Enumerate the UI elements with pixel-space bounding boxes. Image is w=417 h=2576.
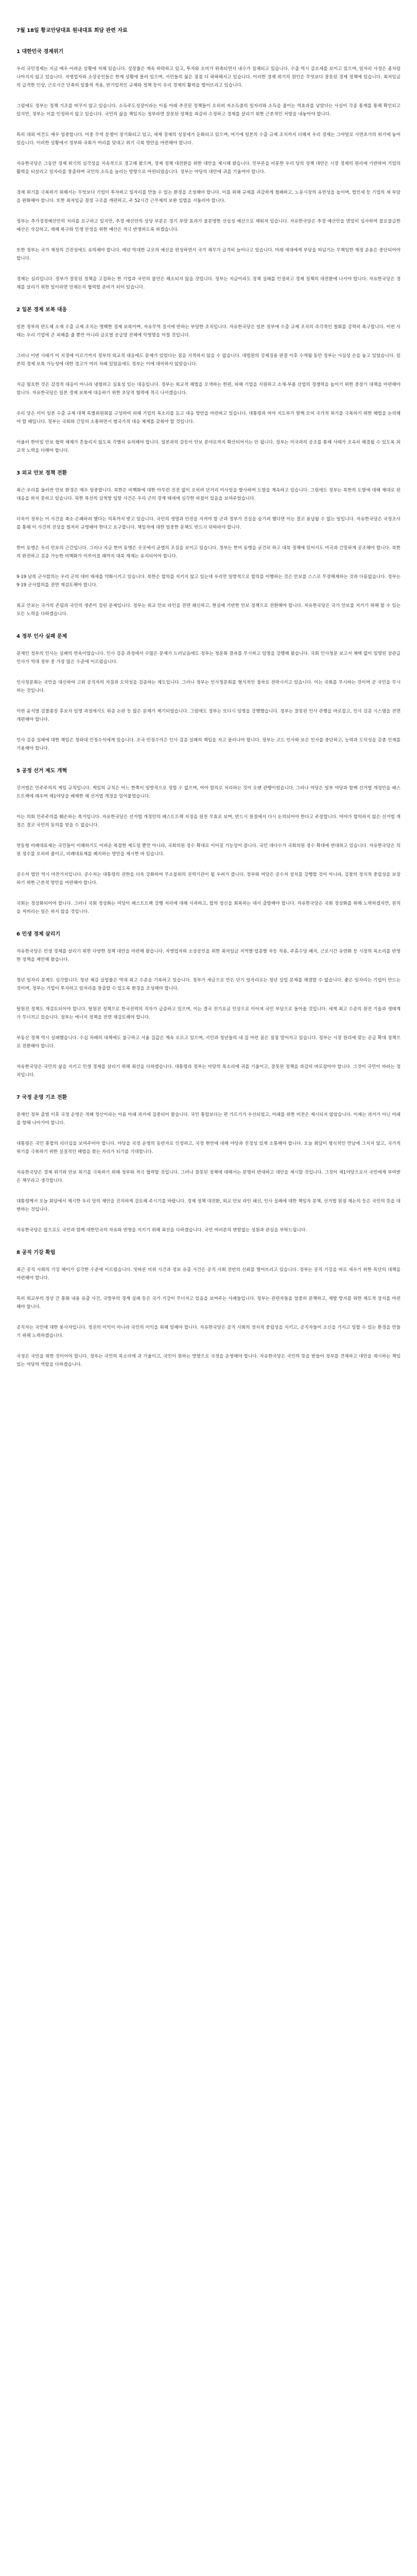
section-paragraph: 경제는 심리입니다. 정부가 잘못된 정책을 고집하는 한 기업과 국민의 불안은 해소되지 않을 것입니다. 정부는 지금이라도 정책 실패를 인정하고 경제 정책의 대전환에 나서야 합니다. 자유한국당은 경제를 살리기 위한 일이라면 언제든지 협력할 준비가 되어 있습니다. (16, 277, 401, 290)
section-paragraph: 일본 정부의 반도체 소재 수출 규제 조치는 명백한 경제 보복이며, 자유무역 질서에 반하는 부당한 조치입니다. 자유한국당은 일본 정부에 수출 규제 조치의 즉각적인 철회를 강력히 촉구합니다. 이번 사태는 우리 기업에 큰 피해를 줄 뿐만 아니라 글로벌 공급망 전체에 악영향을 미칠 것입니다. (16, 325, 401, 338)
section-paragraph: 자유한국당은 국민의 삶을 지키고 민생 경제를 살리기 위해 최선을 다하겠습니다. 대통령과 정부는 야당의 목소리에 귀를 기울이고, 잘못된 정책을 과감히 바로잡아야 합니다. 그것이 국민이 바라는 정치입니다. (16, 1064, 401, 1078)
section-paragraph: 그러나 이번 사태가 이 지경에 이르기까지 정부의 외교적 대응에도 문제가 있었다는 점을 지적하지 않을 수 없습니다. 대법원의 강제징용 판결 이후 수개월 동안 정부는 사실상 손을 놓고 있었습니다. 일본의 경제 보복 가능성에 대한 경고가 여러 차례 있었음에도 정부는 이에 대비하지 않았습니다. (16, 353, 401, 367)
section-paragraph: 더욱이 정부는 이 사건을 축소·은폐하려 했다는 의혹까지 받고 있습니다. 국민의 생명과 안전을 지켜야 할 군과 정부가 진실을 숨기려 했다면 이는 결코 용납될 수 없는 일입니다. 자유한국당은 국정조사를 통해 이 사건의 진상을 철저히 규명해야 한다고 요구합니다. 책임자에 대한 엄중한 문책도 반드시 뒤따라야 합니다. (16, 517, 401, 530)
section-paragraph: 문재인 정부의 인사는 실패의 연속이었습니다. 인사 검증 과정에서 수많은 문제가 드러났음에도 정부는 청문회 결과를 무시하고 임명을 강행해 왔습니다. 국회 인사청문 보고서 채택 없이 임명된 장관급 인사가 역대 정부 중 가장 많은 수준에 이르렀습니다. (16, 651, 402, 665)
page-title: 7월 18일 황교안당대표 원내대표 회담 관련 자료 (16, 28, 128, 33)
section-paragraph: 대통령은 국민 통합의 리더십을 보여주어야 합니다. 야당을 국정 운영의 동반자로 인정하고, 국정 현안에 대해 야당과 진정성 있게 소통해야 합니다. 오늘 회담이 형식적인 만남에 그치지 않고, 국가적 위기를 극복하기 위한 실질적인 해법을 찾는 자리가 되기를 기대합니다. (16, 1141, 402, 1155)
section-paragraph: 특히 대외 여건도 매우 엄중합니다. 미중 무역 분쟁이 장기화되고 있고, 세계 경제의 성장세가 둔화되고 있으며, 여기에 일본의 수출 규제 조치까지 더해져 우리 경제는 그야말로 사면초가의 위기에 놓여 있습니다. 이러한 상황에서 정부와 국회가 머리를 맞대고 위기 극복 방안을 마련해야 합니다. (16, 132, 402, 146)
section-paragraph: 인사 검증 실패에 대한 책임은 청와대 민정수석에게 있습니다. 조국 민정수석은 인사 검증 실패의 책임을 지고 물러나야 합니다. 정부는 코드 인사와 보은 인사를 중단하고, 능력과 도덕성을 갖춘 인재를 기용해야 합니다. (16, 738, 402, 751)
section-paragraph: 국회는 정상화되어야 합니다. 그러나 국회 정상화는 여당이 패스트트랙 강행 처리에 대해 사과하고, 합의 정신을 회복하는 데서 출발해야 합니다. 자유한국당은 국회 정상화를 위해 노력하겠지만, 원칙을 저버리는 일은 하지 않을 것입니다. (16, 901, 401, 914)
section-heading: 6 민생 경제 살리기 (16, 931, 61, 937)
section-paragraph: 자유한국당은 경제 위기와 안보 위기를 극복하기 위해 정부와 적극 협력할 것입니다. 그러나 잘못된 정책에 대해서는 분명히 반대하고 대안을 제시할 것입니다. 그것이 제1야당으로서 국민에게 부여받은 책무라고 생각합니다. (16, 1170, 401, 1183)
section-paragraph: 9·19 남북 군사합의는 우리 군의 대비 태세를 약화시키고 있습니다. 북한은 합의를 지키지 않고 있는데 우리만 일방적으로 합의를 이행하는 것은 안보를 스스로 무장해제하는 것과 다름없습니다. 정부는 9·19 군사합의를 전면 재검토해야 합니다. (16, 574, 402, 588)
section-paragraph: 국정은 국민을 위한 것이어야 합니다. 정부는 국민의 목소리에 귀 기울이고, 국민이 원하는 방향으로 국정을 운영해야 합니다. 자유한국당은 국민의 뜻을 받들어 정부를 견제하고 대안을 제시하는 책임 있는 야당의 역할을 다하겠습니다. (16, 1354, 402, 1367)
section-paragraph: 우리 국민경제는 지금 매우 어려운 상황에 처해 있습니다. 성장률은 계속 하락하고 있고, 투자와 소비가 위축되면서 내수가 침체되고 있습니다. 수출 역시 감소세를 보이고 있으며, 일자리 사정은 좀처럼 나아지지 않고 있습니다. 자영업자와 소상공인들은 한계 상황에 몰려 있으며, 서민들의 삶은 점점 더 팍팍해지고 있습니다. 이러한 경제 위기의 원인은 무엇보다 잘못된 경제 정책에 있습니다. 최저임금의 급격한 인상, 근로시간 단축의 일률적 적용, 반기업적인 규제와 정책 등이 우리 경제의 활력을 떨어뜨리고 있습니다. (16, 66, 402, 88)
section-paragraph: 탈원전 정책도 재검토되어야 합니다. 탈원전 정책으로 한국전력의 적자가 급증하고 있으며, 이는 결국 전기요금 인상으로 이어져 국민 부담으로 돌아올 것입니다. 세계 최고 수준의 원전 기술과 생태계가 무너지고 있습니다. 정부는 에너지 정책을 전면 재검토해야 합니다. (16, 1007, 401, 1020)
section-paragraph: 자유한국당은 앞으로도 국민과 함께 대한민국의 자유와 번영을 지키기 위해 최선을 다하겠습니다. 국민 여러분의 변함없는 성원과 관심을 부탁드립니다. (16, 1228, 307, 1233)
section-paragraph: 공수처 법안 역시 마찬가지입니다. 공수처는 대통령의 권한을 더욱 강화하여 무소불위의 권력기관이 될 우려가 큽니다. 정부와 여당은 공수처 설치를 강행할 것이 아니라, 검찰의 정치적 중립성을 보장하기 위한 근본적 방안을 마련해야 합니다. (16, 872, 401, 886)
sections-container (16, 47, 401, 1369)
section-heading: 3 외교 안보 정책 전환 (16, 470, 67, 476)
section-heading: 7 국정 운영 기조 전환 (16, 1095, 67, 1100)
section-paragraph: 최근 우리를 둘러싼 안보 환경은 매우 엄중합니다. 북한은 비핵화에 대한 아무런 진전 없이 오히려 단거리 미사일을 발사하며 도발을 계속하고 있습니다. 그럼에도 정부는 북한의 도발에 대해 제대로 된 대응을 하지 못하고 있습니다. 북한 목선의 삼척항 입항 사건은 우리 군의 경계 태세에 심각한 허점이 있음을 보여주었습니다. (16, 488, 402, 501)
section-paragraph: 연동형 비례대표제는 국민들이 이해하기도 어려운 복잡한 제도일 뿐만 아니라, 국회의원 정수 확대로 이어질 가능성이 큽니다. 국민 대다수가 국회의원 정수 확대에 반대하고 있습니다. 자유한국당은 의원 정수를 오히려 줄이고, 비례대표제를 폐지하는 방안을 제시한 바 있습니다. (16, 843, 401, 857)
section-paragraph: 자유한국당은 그동안 경제 위기의 심각성을 지속적으로 경고해 왔으며, 경제 정책 대전환을 위한 대안을 제시해 왔습니다. 민부론을 비롯한 우리 당의 정책 대안은 시장 경제의 원리에 기반하여 기업의 활력을 되살리고 일자리를 창출하며 국민의 소득을 늘리는 방향으로 마련되었습니다. 정부는 야당의 대안에 귀를 기울여야 합니다. (16, 161, 402, 175)
section-paragraph: 이는 의회 민주주의를 훼손하는 폭거입니다. 자유한국당은 선거법 개정안의 패스트트랙 지정을 원천 무효로 보며, 반드시 원점에서 다시 논의되어야 한다고 주장합니다. 여야가 합의하지 않은 선거법 개정은 결코 국민의 동의를 얻을 수 없습니다. (16, 815, 401, 828)
section-heading: 5 공정 선거 제도 개혁 (16, 768, 67, 774)
section-paragraph: 문재인 정부 출범 이후 국정 운영은 적폐 청산이라는 이름 아래 과거에 집중되어 왔습니다. 국민 통합보다는 편 가르기가 우선되었고, 미래를 위한 비전은 제시되지 않았습니다. 이제는 과거가 아닌 미래를 향해 나아가야 합니다. (16, 1112, 401, 1126)
section-paragraph: 경제 위기를 극복하기 위해서는 무엇보다 기업이 투자하고 일자리를 만들 수 있는 환경을 조성해야 합니다. 이를 위해 규제를 과감하게 철폐하고, 노동시장의 유연성을 높이며, 법인세 등 기업의 세 부담을 완화해야 합니다. 또한 최저임금 결정 구조를 개편하고, 주 52시간 근무제의 보완 입법을 서둘러야 합니다. (16, 190, 401, 204)
section-heading: 4 정부 인사 실패 문제 (16, 634, 67, 639)
section-paragraph: 공직자는 국민에 대한 봉사자입니다. 정권의 이익이 아니라 국민의 이익을 위해 일해야 합니다. 자유한국당은 공직 사회의 정치적 중립성을 지키고, 공직자들이 소신을 가지고 일할 수 있는 환경을 만들기 위해 노력하겠습니다. (16, 1325, 401, 1338)
document-body (16, 0, 401, 1381)
section-heading: 8 공직 기강 확립 (16, 1250, 56, 1256)
section-paragraph: 외교 안보는 국가의 존립과 국민의 생존이 걸린 문제입니다. 정부는 외교 안보 라인을 전면 쇄신하고, 현실에 기반한 안보 정책으로 전환해야 합니다. 자유한국당은 국가 안보를 지키기 위해 할 수 있는 모든 노력을 다하겠습니다. (16, 603, 402, 617)
section-paragraph: 한미 동맹은 우리 안보의 근간입니다. 그러나 지금 한미 동맹은 곳곳에서 균열의 조짐을 보이고 있습니다. 정부는 한미 동맹을 굳건히 하고 대북 정책에 있어서도 미국과 긴밀하게 공조해야 합니다. 북한의 완전하고 검증 가능한 비핵화가 이루어질 때까지 대북 제재는 유지되어야 합니다. (16, 546, 401, 559)
section-paragraph: 부동산 정책 역시 실패했습니다. 수십 차례의 대책에도 불구하고 서울 집값은 계속 오르고 있으며, 서민과 청년들의 내 집 마련 꿈은 점점 멀어지고 있습니다. 정부는 시장 원리에 맞는 공급 확대 정책으로 전환해야 합니다. (16, 1036, 401, 1049)
section-paragraph: 이번 윤석열 검찰총장 후보자 임명 과정에서도 위증 논란 등 많은 문제가 제기되었습니다. 그럼에도 정부는 또다시 임명을 강행했습니다. 정부는 잘못된 인사 관행을 바로잡고, 인사 검증 시스템을 전면 개편해야 합니다. (16, 709, 402, 722)
section-heading: 2 일본 경제 보복 대응 (16, 307, 67, 313)
section-paragraph: 인사청문회는 국민을 대신하여 고위 공직자의 자질과 도덕성을 검증하는 제도입니다. 그러나 정부는 인사청문회를 형식적인 절차로 전락시키고 있습니다. 이는 국회를 무시하는 것이며 곧 국민을 무시하는 것입니다. (16, 680, 401, 693)
section-paragraph: 그럼에도 정부는 정책 기조를 바꾸지 않고 있습니다. 소득주도성장이라는 이름 아래 추진된 정책들이 오히려 저소득층의 일자리와 소득을 줄이는 역효과를 낳았다는 사실이 각종 통계를 통해 확인되고 있지만, 정부는 이를 인정하지 않고 있습니다. 국민의 삶을 책임지는 정부라면 잘못된 정책을 과감히 수정하고 경제를 살리기 위한 근본적인 처방을 내놓아야 합니다. (16, 104, 402, 117)
section-paragraph: 최근 공직 사회의 기강 해이가 심각한 수준에 이르렀습니다. 잇따른 비위 사건과 정보 유출 사건은 공직 사회 전반의 신뢰를 떨어뜨리고 있습니다. 정부는 공직 기강을 바로 세우기 위한 특단의 대책을 마련해야 합니다. (16, 1267, 402, 1281)
section-paragraph: 특히 외교부의 정상 간 통화 내용 유출 사건, 국방부의 경계 실패 등은 국가 기강이 무너지고 있음을 보여주는 사례들입니다. 정부는 관련자들을 엄중히 문책하고, 재발 방지를 위한 제도적 장치를 마련해야 합니다. (16, 1296, 401, 1310)
section-heading: 1 대한민국 경제위기 (16, 49, 64, 55)
section-paragraph: 아울러 한미일 안보 협력 체제가 흔들리지 않도록 각별히 유의해야 합니다. 일본과의 갈등이 안보 분야로까지 확산되어서는 안 됩니다. 정부는 미국과의 공조를 통해 사태가 조속히 해결될 수 있도록 외교적 노력을 다해야 합니다. (16, 440, 401, 453)
section-paragraph: 자유한국당은 민생 경제를 살리기 위한 다양한 정책 대안을 마련해 왔습니다. 자영업자와 소상공인을 위한 최저임금 지역별·업종별 차등 적용, 주휴수당 폐지, 근로시간 유연화 등 시장의 목소리를 반영한 정책을 제안해 왔습니다. (16, 949, 401, 962)
section-paragraph: 또한 정부는 국가 재정의 건전성에도 유의해야 합니다. 매년 막대한 규모의 예산을 편성하면서 국가 채무가 급격히 늘어나고 있습니다. 미래 세대에게 부담을 떠넘기는 무책임한 재정 운용은 중단되어야 합니다. (16, 248, 402, 261)
section-paragraph: 청년 일자리 문제도 심각합니다. 청년 체감 실업률은 역대 최고 수준을 기록하고 있습니다. 정부가 세금으로 만든 단기 일자리로는 청년 실업 문제를 해결할 수 없습니다. 좋은 일자리는 기업이 만드는 것이며, 정부는 기업이 투자하고 일자리를 창출할 수 있도록 환경을 조성해야 합니다. (16, 978, 402, 991)
section-paragraph: 선거법은 민주주의의 게임 규칙입니다. 게임의 규칙은 어느 한쪽이 일방적으로 정할 수 없으며, 여야 합의로 처리하는 것이 오랜 관행이었습니다. 그러나 여당은 일부 야당과 함께 선거법 개정안을 패스트트랙에 태우며 제1야당을 배제한 채 선거법 개정을 밀어붙였습니다. (16, 786, 401, 799)
section-paragraph: 지금 필요한 것은 감정적 대응이 아니라 냉철하고 실효성 있는 대응입니다. 정부는 외교적 해법을 모색하는 한편, 피해 기업을 지원하고 소재·부품 산업의 경쟁력을 높이기 위한 중장기 대책을 마련해야 합니다. 자유한국당은 일본 경제 보복에 대응하기 위한 초당적 협력에 적극 나서겠습니다. (16, 382, 402, 396)
section-paragraph: 우리 당은 이미 일본 수출 규제 대책 특별위원회를 구성하여 피해 기업의 목소리를 듣고 대응 방안을 마련하고 있습니다. 대통령과 여야 지도부가 함께 모여 국가적 위기를 극복하기 위한 해법을 논의해야 할 때입니다. 정부는 국회와 긴밀히 소통하면서 범국가적 대응 체계를 갖춰야 할 것입니다. (16, 411, 401, 425)
section-paragraph: 정부는 추가경정예산안의 처리를 요구하고 있지만, 추경 예산안의 상당 부분은 경기 부양 효과가 불분명한 선심성 예산으로 채워져 있습니다. 자유한국당은 추경 예산안을 면밀히 심사하여 불요불급한 예산은 삭감하고, 재해 복구와 민생 안정을 위한 예산은 적극 반영하도록 하겠습니다. (16, 219, 402, 232)
section-paragraph: 대통령께서 오늘 회담에서 제시한 우리 당의 제안을 진지하게 검토해 주시기를 바랍니다. 경제 정책 대전환, 외교 안보 라인 쇄신, 인사 실패에 대한 책임자 문책, 선거법 원점 재논의 등은 국민의 뜻을 대변하는 것입니다. (16, 1199, 401, 1212)
